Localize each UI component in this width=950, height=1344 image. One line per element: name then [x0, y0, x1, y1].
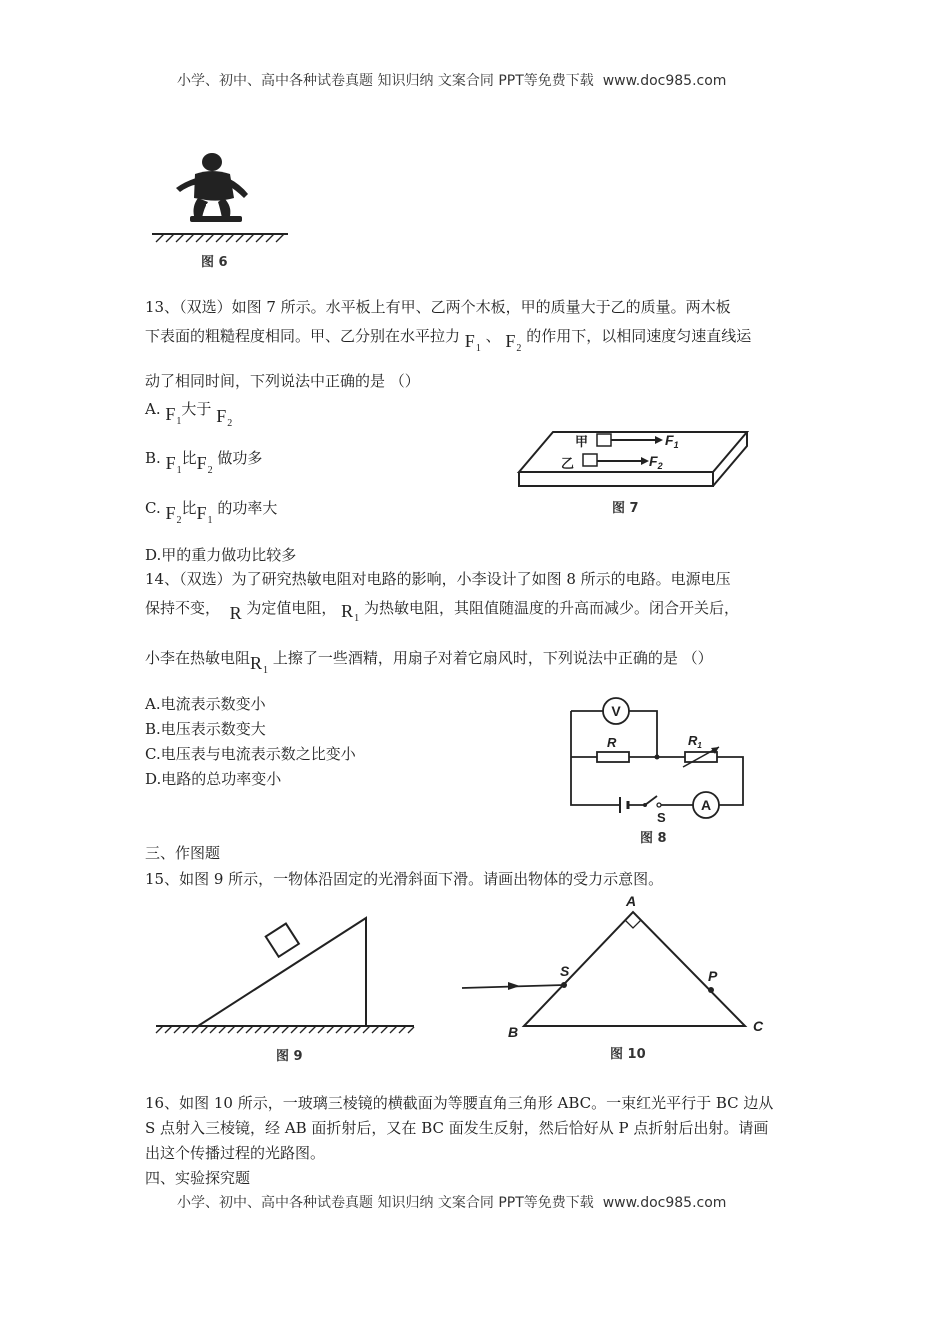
q16-line2: S 点射入三棱镜，经 AB 面折射后，又在 BC 面发生反射，然后恰好从 P 点折射后出射。请画: [145, 1119, 769, 1137]
q15-text: 15、如图 9 所示，一物体沿固定的光滑斜面下滑。请画出物体的受力示意图。: [145, 870, 664, 888]
fig7-board: [515, 428, 750, 493]
svg-text:R: R: [607, 735, 617, 750]
q14-option-b: B.电压表示数变大: [145, 720, 266, 738]
svg-text:C: C: [753, 1018, 764, 1034]
footer-url: www.doc985.com: [602, 1195, 727, 1211]
svg-text:A: A: [700, 797, 712, 813]
fig9-caption: 图 9: [276, 1049, 303, 1064]
fig6-snowboarder: [150, 150, 290, 245]
fig7-label-jia: 甲: [575, 434, 589, 449]
section-3-title: 三、作图题: [145, 844, 221, 862]
ammeter: [693, 792, 719, 818]
q13-option-d: D.甲的重力做功比较多: [145, 546, 297, 564]
svg-text:F2: $F_2$: [649, 453, 663, 471]
q13-line2: 下表面的粗糙程度相同。甲、乙分别在水平拉力 $F_1$ 、 $F_2$ 的作用下，以相同速度匀速直线运: [145, 327, 752, 354]
svg-text:P: P: [708, 968, 718, 984]
fig10-caption: 图 10: [610, 1047, 646, 1062]
q13-option-c: C. $F_2$比$F_1$ 的功率大: [145, 499, 278, 526]
q14-option-d: D.电路的总功率变小: [145, 770, 282, 788]
svg-text:R1: $R_1$: [688, 733, 702, 750]
svg-text:V: V: [611, 703, 621, 719]
fig10-prism: [460, 890, 780, 1050]
fig8-caption: 图 8: [640, 831, 667, 846]
q16-line3: 出这个传播过程的光路图。: [145, 1144, 326, 1162]
svg-text:S: S: [657, 810, 666, 825]
q13-option-a: A. $F_1$大于 $F_2$: [145, 400, 233, 429]
q14-option-c: C.电压表与电流表示数之比变小: [145, 745, 356, 763]
svg-text:B: B: [508, 1024, 519, 1040]
footer-text: 小学、初中、高中各种试卷真题 知识归纳 文案合同 PPT等免费下载: [177, 1195, 594, 1211]
q14-line2: 保持不变， R 为定值电阻， $R_1$ 为热敏电阻，其阻值随温度的升高而减少。闭合开关后，: [145, 599, 739, 624]
svg-text:A: A: [626, 893, 637, 909]
svg-text:S: S: [560, 963, 570, 979]
section-4-title: 四、实验探究题: [145, 1169, 251, 1187]
q14-line3: 小李在热敏电阻$R_1$ 上擦了一些酒精，用扇子对着它扇风时，下列说法中正确的是 （）: [145, 649, 713, 676]
q13-line3: 动了相同时间，下列说法中正确的是 （）: [145, 372, 420, 390]
fig8-circuit: [565, 695, 750, 825]
page-header: [177, 70, 726, 90]
voltmeter: [603, 698, 629, 724]
q13-line1: 13、（双选）如图 7 所示。水平板上有甲、乙两个木板，甲的质量大于乙的质量。两木板: [145, 298, 731, 316]
svg-text:F1: $F_1$: [665, 432, 679, 450]
fig7-label-yi: 乙: [561, 456, 575, 471]
header-url: www.doc985.com: [602, 73, 727, 89]
fig9-incline: [152, 912, 432, 1037]
q14-option-a: A.电流表示数变小: [145, 695, 266, 713]
header-text: 小学、初中、高中各种试卷真题 知识归纳 文案合同 PPT等免费下载: [177, 73, 594, 89]
page-footer: [177, 1192, 726, 1212]
q14-line1: 14、（双选）为了研究热敏电阻对电路的影响，小李设计了如图 8 所示的电路。电源电压: [145, 570, 731, 588]
fig6-caption: 图 6: [201, 255, 228, 270]
fig7-caption: 图 7: [612, 501, 639, 516]
q13-option-b: B. $F_1$比$F_2$ 做功多: [145, 449, 263, 476]
q16-line1: 16、如图 10 所示，一玻璃三棱镜的横截面为等腰直角三角形 ABC。一束红光平行于 BC 边从: [145, 1094, 774, 1112]
